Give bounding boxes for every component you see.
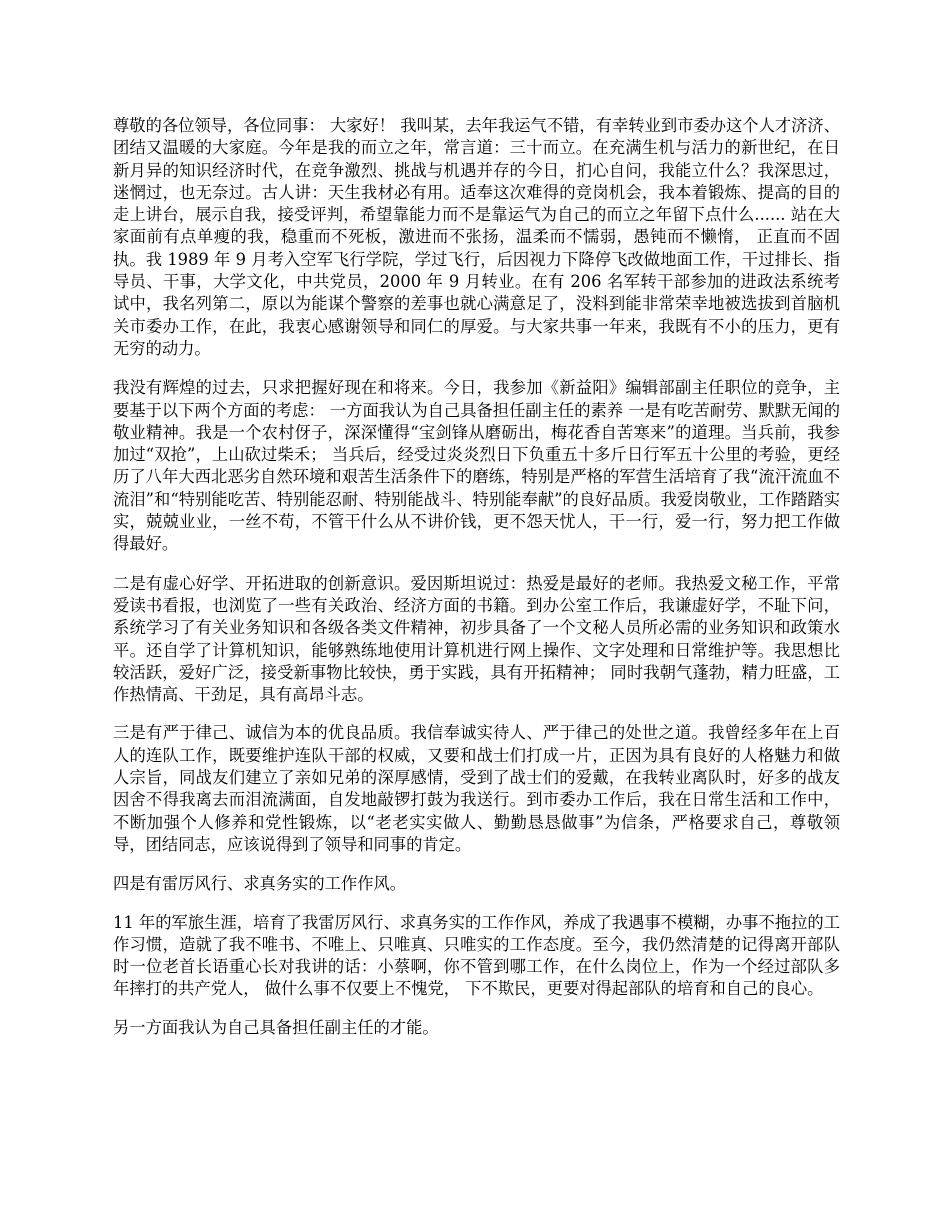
document-page [113,115,840,1054]
paragraph-learning-spirit: 二是有虚心好学、开拓进取的创新意识。爱因斯坦说过：热爱是最好的老师。我热爱文秘工作，平常爱读书看报，也浏览了一些有关政治、经济方面的书籍。到办公室工作后，我谦虚好学，不耻下问，系统学习了有关业务知识和各级各类文件精神，初步具备了一个文秘人员所必需的业务知识和政策水平。还自学了计算机知识，能够熟练地使用计算机进行网上操作、文字处理和日常维护等。我思想比较活跃，爱好广泛，接受新事物比较快，勇于实践，具有开拓精神； 同时我朝气蓬勃，精力旺盛，工作热情高、干劲足，具有高昂斗志。 [113,573,840,705]
paragraph-ability-heading: 另一方面我认为自己具备担任副主任的才能。 [113,1017,439,1037]
paragraph-work-style-heading: 四是有雷厉风行、求真务实的工作作风。 [113,874,407,894]
paragraph-integrity: 三是有严于律己、诚信为本的优良品质。我信奉诚实待人、严于律己的处世之道。我曾经多年在上百人的连队工作，既要维护连队干部的权威，又要和战士们打成一片，正因为具有良好的人格魅力和做人宗旨，同战友们建立了亲如兄弟的深厚感情，受到了战士们的爱戴，在我转业离队时，好多的战友因舍不得我离去而泪流满面，自发地敲锣打鼓为我送行。到市委办工作后，我在日常生活和工作中，不断加强个人修养和党性锻炼，以“老老实实做人、勤勤恳恳做事”为信条，严格要求自己，尊敬领导，团结同志，应该说得到了领导和同事的肯定。 [113,723,840,854]
paragraph-military-career: 11 年的军旅生涯，培育了我雷厉风行、求真务实的工作作风，养成了我遇事不模糊，办事不拖拉的工作习惯，造就了我不唯书、不唯上、只唯真、只唯实的工作态度。至今，我仍然清楚的记得离开部队时一位老首长语重心长对我讲的话：小蔡啊，你不管到哪工作，在什么岗位上，作为一个经过部队多年摔打的共产党人， 做什么事不仅要上不愧党， 下不欺民，更要对得起部队的培育和自己的良心。 [113,912,840,999]
paragraph-opening: 尊敬的各位领导，各位同事： 大家好！ 我叫某，去年我运气不错，有幸转业到市委办这个人才济济、团结又温暖的大家庭。今年是我的而立之年，常言道：三十而立。在充满生机与活力的新世纪，在日新月异的知识经济时代，在竞争激烈、挑战与机遇并存的今日，扪心自问，我能立什么？我深思过，迷惘过，也无奈过。古人讲：天生我材必有用。适奉这次难得的竞岗机会，我本着锻炼、提高的目的走上讲台，展示自我，接受评判，希望靠能力而不是靠运气为自己的而立之年留下点什么...... 站在大家面前有点单瘦的我，稳重而不死板，激进而不张扬，温柔而不懦弱，愚钝而不懒惰， 正直而不固执。我 1989 年 9 月考入空军飞行学院，学过飞行，后因视力下降停飞改做地面工作，干过排长、指导员、干事，大学文化，中共党员，2000 年 9 月转业。在有 206 名军转干部参加的进政法系统考试中，我名列第二，原以为能谋个警察的差事也就心满意足了，没料到能非常荣幸地被选拔到首脑机关市委办工作，在此，我衷心感谢领导和同仁的厚爱。与大家共事一年来，我既有不小的压力，更有无穷的动力。 [113,116,840,358]
paragraph-competition-intro: 我没有辉煌的过去，只求把握好现在和将来。今日，我参加《新益阳》编辑部副主任职位的竞争，主要基于以下两个方面的考虑： 一方面我认为自己具备担任副主任的素养 一是有吃苦耐劳、默默无闻的敬业精神。我是一个农村伢子，深深懂得“宝剑锋从磨砺出，梅花香自苦寒来”的道理。当兵前，我参加过“双抢”，上山砍过柴禾； 当兵后，经受过炎炎烈日下负重五十多斤日行军五十公里的考验，更经历了八年大西北恶劣自然环境和艰苦生活条件下的磨练，特别是严格的军营生活培育了我“流汗流血不流泪”和“特别能吃苦、特别能忍耐、特别能战斗、特别能奉献”的良好品质。我爱岗敬业，工作踏踏实实，兢兢业业，一丝不苟，不管干什么从不讲价钱，更不怨天忧人，干一行，爱一行，努力把工作做得最好。 [113,378,840,554]
